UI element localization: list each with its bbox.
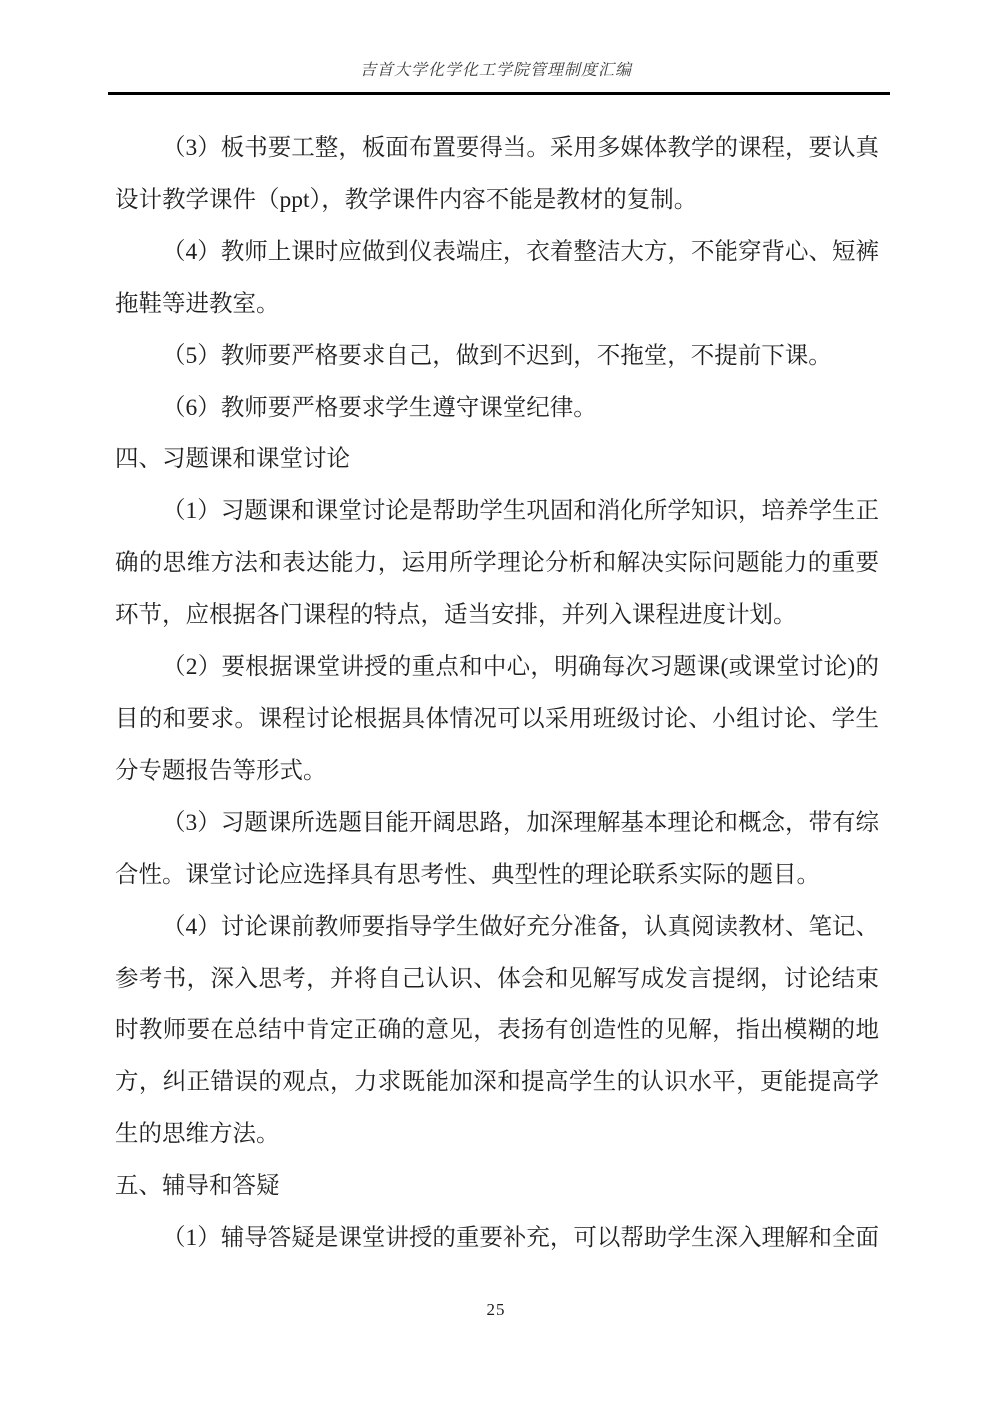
text-line: 时教师要在总结中肯定正确的意见，表扬有创造性的见解，指出模糊的地 xyxy=(115,1017,879,1044)
text-line: 分专题报告等形式。 xyxy=(115,757,327,784)
text-line: 方，纠正错误的观点，力求既能加深和提高学生的认识水平，更能提高学 xyxy=(115,1069,879,1096)
text-line: （1）习题课和课堂讨论是帮助学生巩固和消化所学知识，培养学生正 xyxy=(162,498,879,525)
text-line: 参考书，深入思考，并将自己认识、体会和见解写成发言提纲，讨论结束 xyxy=(115,965,879,992)
paragraph xyxy=(115,123,879,227)
text-line: 设计教学课件（ppt），教学课件内容不能是教材的复制。 xyxy=(115,186,698,213)
text-line: 拖鞋等进教室。 xyxy=(115,290,280,317)
paragraph xyxy=(115,798,879,902)
paragraph xyxy=(115,227,879,331)
text-line: 合性。课堂讨论应选择具有思考性、典型性的理论联系实际的题目。 xyxy=(115,861,820,888)
text-line: 确的思维方法和表达能力，运用所学理论分析和解决实际问题能力的重要 xyxy=(115,550,879,577)
paragraph xyxy=(115,331,879,383)
text-line: （6）教师要严格要求学生遵守课堂纪律。 xyxy=(162,394,597,421)
text-line: （2）要根据课堂讲授的重点和中心，明确每次习题课(或课堂讨论)的 xyxy=(162,654,879,681)
text-line: 四、习题课和课堂讨论 xyxy=(115,446,350,473)
text-line: （3）板书要工整，板面布置要得当。采用多媒体教学的课程，要认真 xyxy=(162,135,879,161)
text-line: 环节，应根据各门课程的特点，适当安排，并列入课程进度计划。 xyxy=(115,602,797,629)
text-line: 目的和要求。课程讨论根据具体情况可以采用班级讨论、小组讨论、学生 xyxy=(115,705,879,732)
document-body xyxy=(115,123,879,1265)
paragraph xyxy=(115,642,879,798)
running-header-title: 吉首大学化学化工学院管理制度汇编 xyxy=(359,62,632,79)
paragraph xyxy=(115,1213,879,1265)
header-rule xyxy=(108,92,890,95)
text-line: （5）教师要严格要求自己，做到不迟到，不拖堂，不提前下课。 xyxy=(162,342,832,369)
text-line: （4）教师上课时应做到仪表端庄，衣着整洁大方，不能穿背心、短裤 xyxy=(162,238,879,265)
text-line: （1）辅导答疑是课堂讲授的重要补充，可以帮助学生深入理解和全面 xyxy=(162,1225,879,1252)
section-heading xyxy=(115,434,879,486)
text-line: 生的思维方法。 xyxy=(115,1121,280,1148)
page-number: 25 xyxy=(486,1300,506,1319)
text-line: 五、辅导和答疑 xyxy=(115,1173,280,1200)
section-heading xyxy=(115,1161,879,1213)
paragraph xyxy=(115,486,879,642)
text-line: （3）习题课所选题目能开阔思路，加深理解基本理论和概念，带有综 xyxy=(162,809,879,836)
paragraph xyxy=(115,902,879,1162)
text-line: （4）讨论课前教师要指导学生做好充分准备，认真阅读教材、笔记、 xyxy=(162,913,879,940)
paragraph xyxy=(115,383,879,435)
page-header xyxy=(0,59,992,83)
